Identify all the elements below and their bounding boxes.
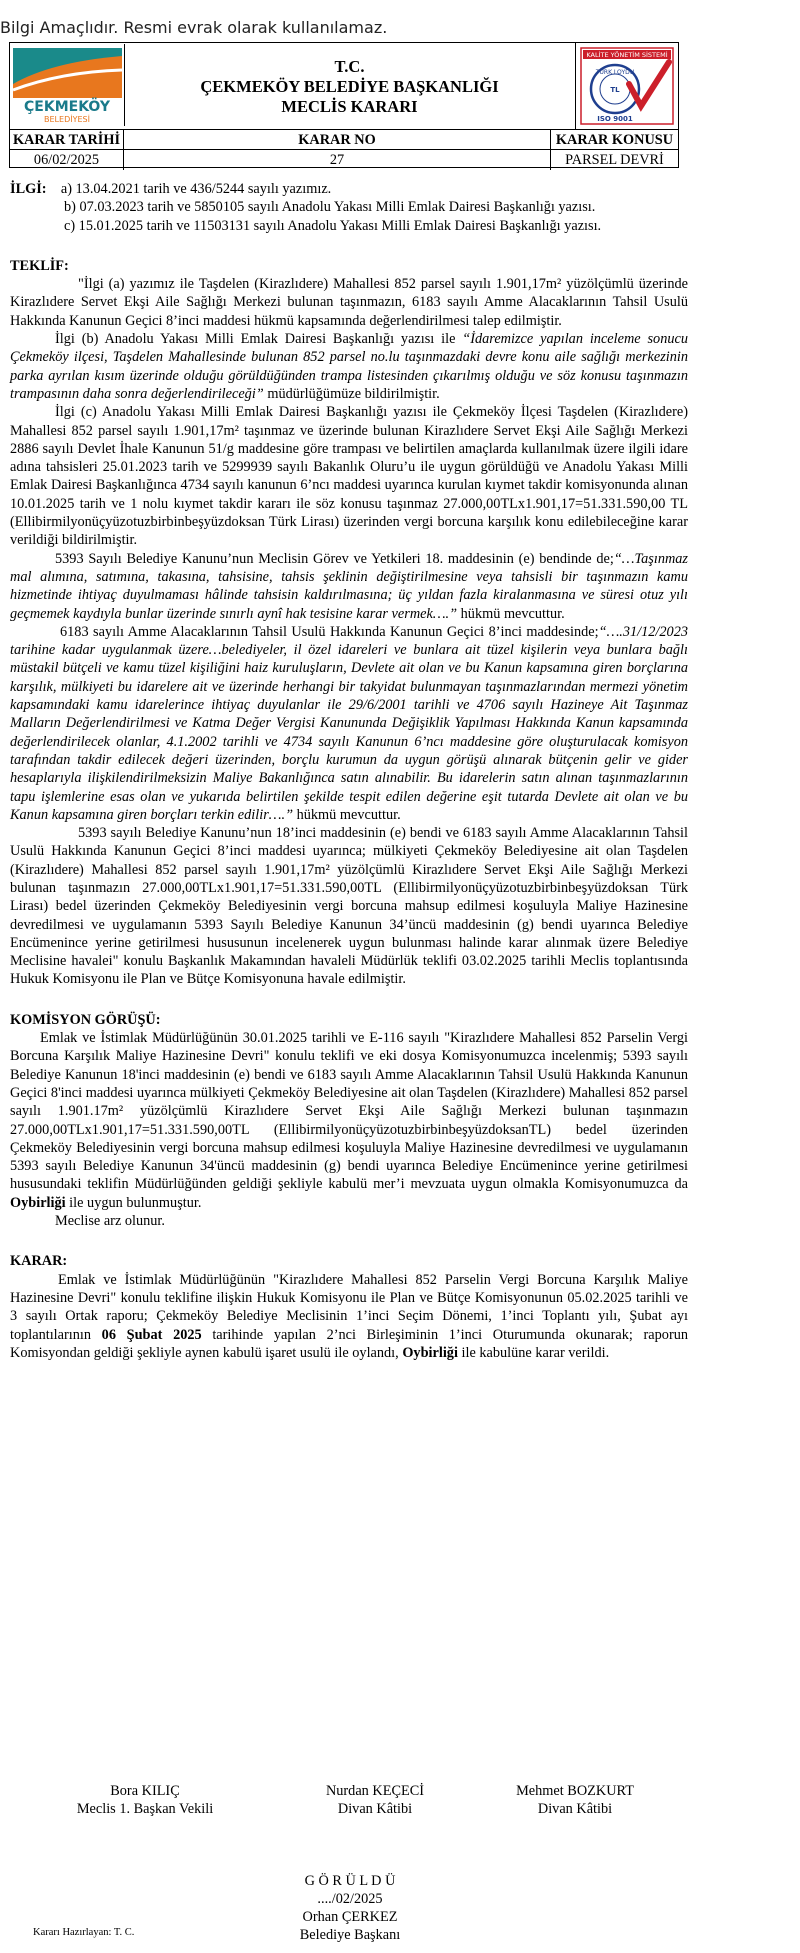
signature-2 (290, 1782, 460, 1818)
svg-text:TL: TL (610, 86, 620, 94)
decision-date-label: KARAR TARİHİ (10, 130, 124, 150)
teklif-paragraph-3: İlgi (c) Anadolu Yakası Milli Emlak Dairesi Başkanlığı yazısı ile Çekmeköy İlçesi Taşdelen (Kirazlıdere) Mahallesi 852 parsel sayılı 1.901,17m² taşınmaz ve üzerinde bulunan Kirazlıdere Servet Ekşi Aile Sağlığı Merkezi 2886 sayılı Devlet İhale Kanunun 51/g maddesine göre trampası ve belirtilen amaçlarda kullanılmak üzere ilgili idare adına tahsisleri 25.01.2023 tarih ve 5299939 sayılı Bakanlık Oluru’u ile uygun görüldüğü ve Anadolu Yakası Milli Emlak Dairesi Başkanlığınca 4734 sayılı kanunun 6’ncı maddesi uyarınca kurulan kıymet takdir komisyonunda alınan 10.01.2025 tarih ve 1 nolu kıymet takdir kararı ile söz konusu taşınmaz 27.000,00TLx1.901,17=51.331.590,00 TL (Ellibirmilyonüçyüzotuzbirbinbeşyüzdoksan Türk Lirası) üzerinden vergi borcuna karşılık konu edilebileceğine karar verildiği bildirilmiştir. (10, 404, 688, 549)
teklif-quote-3: “….31/12/2023 tarihine kadar uygulanmak üzere…belediyeler, il özel idareleri ve bunlara ait tüzel kişilerin veya bunlara bağlı müstakil bütçeli ve kamu tüzel kişiliğini haiz kuruluşların, Devlete ait olan ve bu Kanun kapsamına giren borçlarına karşılık, mülkiyeti bu idarelere ait ve üzerinde herhangi bir takyidat bulunmayan taşınmazlarından mermezi yönetim kapsamındaki kamu idarelerince ihtiyaç duyulanlar ile 29/6/2001 tarihli ve 4706 sayılı Hazineye Ait Taşınmaz Malların Değerlendirilmesi ve Katma Değer Vergisi Kanununda Değişiklik Yapılması Hakkında Kanun kapsamında değerlendirilecek olanlar, 4.1.2002 tarihli ve 4734 sayılı Kanunun 6’ncı maddesine göre oluşturulacak komisyon tarafından takdir edilecek değeri üzerinden, borçlu kurumun da uygun görüşü alınarak bütçenin gelir ve gider hesaplarıyla ilişkilendirilmeksizin Maliye Bakanlığınca satın alınabilir. Bu idarelerin satın alınan taşınmazlarının tapu işlemlerine esas olan ve yukarıda belirtilen şekilde tespit edilen değerine eşit tutarda Devlete ait olan ve bu Kanun kapsamına giren borçları terkin edilir….” (10, 623, 688, 823)
teklif-paragraph-6: 5393 sayılı Belediye Kanunu’nun 18’inci maddesinin (e) bendi ve 6183 sayılı Amme Alacaklarının Tahsil Usulü Hakkında Kanunun Geçici 8’inci maddesi uyarınca; mülkiyeti Çekmeköy Belediyesine ait olan Taşdelen (Kirazlıdere) Mahallesi 852 parsel sayılı 1.901,17m² yüzölçümlü Kirazlıdere Servet Ekşi Aile Sağlığı Merkezi bulunan taşınmazın 27.000,00TLx1.901,17=51.331.590,00TL (Ellibirmilyonüçyüzotuzbirbinbeşyüzdoksan Türk Lirası) bedel üzerinden Çekmeköy Belediyesinin vergi borcuna mahsup edilmesi koşuluyla Maliye Hazinesine devredilmesi ve uygulamanın 5393 Sayılı Belediye Kanunun 34’üncü maddesinin (g) bendi uyarınca Belediye Encümenince yerine getirilmesi hususunun incelenerek uygun bulunması halinde karar alınmak üzere Belediye Meclisine havalei" konulu Başkanlık Makamından havaleli Müdürlük teklifi 03.02.2025 tarihli Meclis toplantısında Hukuk Komisyonu ile Plan ve Bütçe Komisyonuna havale edilmiştir. (10, 825, 688, 988)
header-label-row (10, 129, 678, 150)
header-line-municipality: ÇEKMEKÖY BELEDİYE BAŞKANLIĞI (200, 77, 499, 96)
svg-text:ISO 9001: ISO 9001 (597, 115, 633, 123)
header-line-tc: T.C. (334, 57, 365, 76)
header-title (124, 43, 576, 129)
prepared-by: Kararı Hazırlayan: T. C. (33, 1927, 135, 1938)
signature-1-name: Bora KILIÇ (110, 1783, 180, 1799)
decision-date: 06/02/2025 (10, 150, 124, 170)
karar-paragraph: Emlak ve İstimlak Müdürlüğünün "Kirazlıdere Mahallesi 852 Parselin Vergi Borcuna Karşılık Maliye Hazinesine Devri" konulu teklifine ilişkin Hukuk Komisyonu ile Plan ve Bütçe Komisyonunun 05.02.2025 tarihli ve 3 sayılı Ortak raporu; Çekmeköy Belediye Meclisinin 1’inci Seçim Dönemi, 1’inci Toplantı yılı, Şubat ayı toplantılarının 06 Şubat 2025 tarihinde yapılan 2’nci Birleşiminin 1’inci Oturumunda okunarak; raporun Komisyondan geldiği şekliyle aynen kabulü işaret usulü ile oylandı, Oybirliği ile kabulüne karar verildi. (10, 1271, 689, 1361)
approval-block (250, 1872, 450, 1908)
signature-1 (50, 1782, 240, 1818)
logo-name: ÇEKMEKÖY (24, 99, 110, 115)
signature-2-name: Nurdan KEÇECİ (325, 1783, 425, 1799)
teklif-quote-1: “İdaremizce yapılan inceleme sonucu Çekmeköy ilçesi, Taşdelen Mahallesinde bulunan 852 parsel no.lu taşınmazdaki devre konu aile sağlığı merkezinin parka ayrılan kısım üzerinde olduğu görüldüğünden trampa listesinden çıkarılmış olduğu ve söz konusu taşınmazın trampasının daha sonra değerlendirileceği” (10, 331, 688, 402)
ilgi-item-a: a) 13.04.2021 tarih ve 436/5244 sayılı yazımız. (60, 181, 332, 197)
ilgi-item-b: b) 07.03.2023 tarih ve 5850105 sayılı Anadolu Yakası Milli Emlak Dairesi Başkanlığı yazısı. (64, 199, 596, 216)
iso-certificate-logo (577, 44, 677, 126)
teklif-heading: TEKLİF: (10, 257, 69, 274)
teklif-paragraph-5: 6183 sayılı Amme Alacaklarının Tahsil Usulü Hakkında Kanunun Geçici 8’inci maddesinde;“….31/12/2023 tarihine kadar uygulanmak üzere…belediyeler, il özel idareleri ve bunlara ait tüzel kişilerin veya bunlara bağlı müstakil bütçeli ve kamu tüzel kişiliğini haiz kuruluşların, Devlete ait olan ve bu Kanun kapsamına giren borçlarına karşılık, mülkiyeti bu idarelere ait ve üzerinde herhangi bir takyidat bulunmayan taşınmazlarından mermezi yönetim kapsamındaki kamu idarelerince ihtiyaç duyulanlar ile 29/6/2001 tarihli ve 4706 sayılı Hazineye Ait Taşınmaz Malların Değerlendirilmesi ve Katma Değer Vergisi Kanununda Değişiklik Yapılması Hakkında Kanun kapsamında değerlendirilecek olanlar, 4.1.2002 tarihli ve 4734 sayılı Kanunun 6’ncı maddesine göre oluşturulacak komisyon tarafından takdir edilecek değeri üzerinden, borçlu kurumun da uygun görüşü alınarak bütçenin gelir ve gider hesaplarıyla ilişkilendirilmeksizin Maliye Bakanlığınca satın alınabilir. Bu idarelerin satın alınan taşınmazlarının tapu işlemlerine esas olan ve yukarıda belirtilen şekilde tespit edilen değerine eşit tutarda Devlete ait olan ve bu Kanun kapsamına giren borçları terkin edilir….” hükmü mevcuttur. (10, 623, 688, 823)
decision-subject-label: KARAR KONUSU (555, 132, 674, 148)
mayor-signature (250, 1908, 450, 1944)
komisyon-heading: KOMİSYON GÖRÜŞÜ: (10, 1011, 161, 1028)
ilgi-section (10, 180, 688, 235)
ilgi-label: İLGİ: (10, 181, 47, 197)
seen-label: G Ö R Ü L D Ü (304, 1873, 396, 1889)
seen-date: ..../02/2025 (317, 1891, 383, 1907)
signature-3 (490, 1782, 660, 1818)
svg-text:TÜRK LOYDU: TÜRK LOYDU (595, 69, 635, 76)
komisyon-paragraph-2: Meclise arz olunur. (55, 1213, 165, 1230)
document-body (10, 180, 688, 1362)
mayor-name: Orhan ÇERKEZ (302, 1909, 398, 1925)
decision-no-label: KARAR NO (124, 130, 551, 150)
decision-no: 27 (124, 150, 551, 170)
decision-subject: PARSEL DEVRİ (565, 152, 664, 168)
decision-header (9, 42, 679, 168)
logo-subtitle: BELEDİYESİ (44, 115, 90, 124)
signature-1-title: Meclis 1. Başkan Vekili (76, 1801, 214, 1817)
header-line-council: MECLİS KARARI (281, 97, 418, 116)
komisyon-paragraph-1: Emlak ve İstimlak Müdürlüğünün 30.01.2025 tarihli ve E-116 sayılı "Kirazlıdere Mahallesi 852 Parselin Vergi Borcuna Karşılık Maliye Hazinesine Devri" konulu teklifi ve eki dosya Komisyonumuzca incelenmiş; 5393 sayılı Belediye Kanunun 18'inci maddesinin (e) bendi ve 6183 sayılı Amme Alacaklarının Tahsil Usulü Hakkında Kanunun Geçici 8'inci maddesi uyarınca mülkiyeti Çekmeköy Belediyesine ait olan Taşdelen (Kirazlıdere) Mahallesi 852 parsel sayılı 1.901.17m² yüzölçümlü Kirazlıdere Servet Ekşi Aile Sağlığı Merkezi bulunan taşınmazın 27.000,00TLx1.901,17=51.331.590,00TL (EllibirmilyonüçyüzotuzbirbinbeşyüzdoksanTL) bedel üzerinden Çekmeköy Belediyesinin vergi borcuna mahsup edilmesi koşuluyla Maliye Hazinesine devredilmesi ve uygulamanın 5393 sayılı Belediye Kanunun 34'üncü maddesinin (g) bendi uyarınca Belediye Encümenince yerine getirilmesi hususundaki teklifin Müdürlüğünden geldiği şekliyle kabulü mer’i mevzuata uygun olmakla Komisyonumuzca da Oybirliği ile uygun bulunmuştur. (10, 1030, 688, 1211)
signature-2-title: Divan Kâtibi (337, 1801, 413, 1817)
karar-heading: KARAR: (10, 1253, 68, 1270)
ilgi-item-c: c) 15.01.2025 tarih ve 11503131 sayılı Anadolu Yakası Milli Emlak Dairesi Başkanlığı yazısı. (64, 217, 602, 234)
svg-text:KALİTE YÖNETİM SİSTEMİ: KALİTE YÖNETİM SİSTEMİ (586, 51, 668, 59)
teklif-paragraph-2: İlgi (b) Anadolu Yakası Milli Emlak Dairesi Başkanlığı yazısı ile “İdaremizce yapılan inceleme sonucu Çekmeköy ilçesi, Taşdelen Mahallesinde bulunan 852 parsel no.lu taşınmazdaki devre konu aile sağlığı merkezinin parka ayrılan kısım üzerinde olduğu görüldüğünden trampa listesinden çıkarılmış olduğu ve söz konusu taşınmazın trampasının daha sonra değerlendirileceği” müdürlüğümüze bildirilmiştir. (10, 331, 688, 402)
disclaimer-text: Bilgi Amaçlıdır. Resmi evrak olarak kullanılamaz. (0, 18, 388, 37)
teklif-quote-2: “…Taşınmaz mal alımına, satımına, takasına, tahsisine, tahsis şeklinin değiştirilmesine veya tahsisli bir taşınmazın kamu hizmetinde ihtiyaç duyulmaması hâlinde tahsisin kaldırılmasına; üç yıldan fazla kiralanmasına ve süresi otuz yılı geçmemek kaydıyla bunlar üzerinde sınırlı aynî hak tesisine karar vermek….” (10, 550, 688, 622)
teklif-paragraph-1: "İlgi (a) yazımız ile Taşdelen (Kirazlıdere) Mahallesi 852 parsel sayılı 1.901,17m² yüzölçümlü üzerinde Kirazlıdere Servet Ekşi Aile Sağlığı Merkezi bulunan taşınmazın, 6183 sayılı Amme Alacaklarının Tahsil Usulü Hakkında Kanunun Geçici 8’inci maddesi hükmü kapsamında değerlendirilmesi talep edilmiştir. (10, 276, 688, 329)
signature-3-name: Mehmet BOZKURT (516, 1783, 634, 1799)
header-value-row (10, 149, 678, 170)
mayor-title: Belediye Başkanı (299, 1927, 401, 1943)
teklif-paragraph-4: 5393 Sayılı Belediye Kanunu’nun Meclisin Görev ve Yetkileri 18. maddesinin (e) bendinde de;“…Taşınmaz mal alımına, satımına, takasına, tahsisine, tahsis şeklinin değiştirilmesine veya tahsisli bir taşınmazın kamu hizmetinde ihtiyaç duyulmaması hâlinde tahsisin kaldırılmasına; üç yıldan fazla kiralanmasına ve süresi otuz yılı geçmemek kaydıyla bunlar üzerinde sınırlı aynî hak tesisine karar vermek….” hükmü mevcuttur. (10, 550, 688, 622)
municipality-logo (11, 44, 125, 126)
signature-3-title: Divan Kâtibi (537, 1801, 613, 1817)
